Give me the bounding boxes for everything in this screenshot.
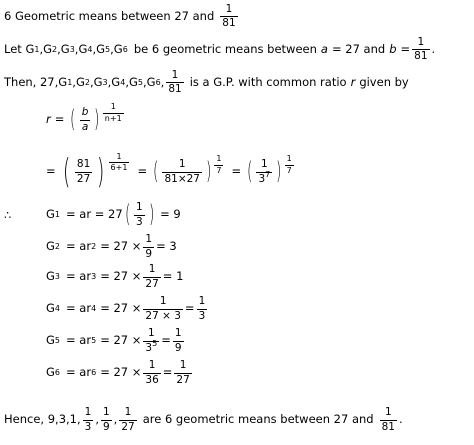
numerator: 1	[147, 327, 155, 340]
conclusion: Hence, 9,3,1, $\frac{1}{3}$ , $\frac{1}{9}$ , $\frac{1}{27}$ are 6 geometric means between 27 and $\frac{1}{81}$ .	[4, 406, 403, 433]
numerator: 1	[286, 154, 292, 164]
numerator: 1	[225, 3, 233, 15]
equals: =	[184, 301, 195, 316]
numerator: 1	[136, 201, 143, 214]
text: = 27 ×	[100, 301, 142, 316]
numerator: 1	[171, 69, 179, 81]
fraction	[143, 234, 154, 259]
variable: a	[320, 41, 328, 56]
fraction	[162, 159, 202, 184]
denominator: 3	[198, 309, 206, 322]
denominator: 27	[176, 373, 190, 386]
term-g2: G 2 = ar 2 = 27 × $\frac{1}{9}$ = 3	[46, 233, 177, 260]
term-g5: G 5 = ar 5 = 27 × $\frac{1}{3^5}$ = $\frac{1}{9}$	[46, 327, 182, 354]
result: = 3	[156, 239, 177, 254]
exponent	[103, 103, 124, 123]
variable: b	[389, 41, 397, 56]
variable: G	[46, 333, 55, 348]
denominator	[143, 338, 159, 354]
text: = ar = 27	[66, 207, 123, 222]
numerator: 1	[148, 263, 156, 276]
exponent	[285, 155, 294, 175]
denominator: 9	[174, 341, 182, 354]
parenthesized-expression: ( $\frac{81}{27}$ ) $\frac{1}{6+1}$	[62, 151, 128, 192]
ratio-formula	[46, 99, 474, 141]
fraction	[143, 360, 160, 385]
fraction	[143, 264, 160, 289]
power: 7	[265, 169, 271, 179]
base: 3	[145, 341, 153, 354]
fraction	[143, 296, 183, 321]
equals: =	[54, 112, 65, 127]
parenthesized-expression: ( $\frac{b}{a}$ ) $\frac{1}{n+1}$	[70, 102, 122, 134]
equals: =	[137, 164, 148, 179]
text: = ar	[66, 239, 92, 254]
fraction	[412, 37, 429, 62]
parenthesized-expression: ( $\frac{1}{81\times 27}$ ) $\frac{1}{7}$	[153, 154, 222, 186]
denominator: 7	[286, 165, 292, 175]
equals: =	[161, 333, 171, 348]
power: 5	[152, 338, 158, 348]
text: Hence, 9,3,1,	[4, 412, 81, 427]
ratio-evaluation	[46, 147, 474, 197]
text: = ar	[66, 333, 92, 348]
numerator: 1	[384, 406, 392, 419]
denominator: 81	[222, 17, 236, 30]
variable: r	[46, 112, 51, 127]
fraction	[134, 202, 145, 227]
equals: =	[231, 164, 242, 179]
denominator: 36	[145, 373, 159, 386]
term-g1: G 1 = ar = 27 ( $\frac{1}{3}$ ) = 9	[46, 200, 181, 229]
numerator: 1	[216, 154, 222, 164]
fraction	[80, 107, 91, 132]
denominator: n+1	[104, 113, 122, 123]
variable: G	[46, 269, 55, 284]
denominator: 81	[168, 83, 182, 96]
denominator: 9	[145, 247, 153, 260]
numerator: 1	[261, 158, 268, 171]
fraction	[380, 407, 397, 432]
problem-text: 6 Geometric means between 27 and	[4, 8, 215, 23]
fraction	[174, 360, 191, 385]
numerator: 1	[102, 406, 110, 419]
term-g3: G 3 = ar 3 = 27 × $\frac{1}{27}$ = 1	[46, 263, 184, 290]
text: is a G.P. with common ratio	[189, 74, 347, 89]
denominator: 3	[84, 420, 92, 433]
let-statement: Let G 1 , G 2 , G 3 , G 4 , G 5 , G 6 be 6 geometric means between a = 27 and b = $\frac{1}{81}$ .	[4, 36, 436, 63]
numerator: 1	[116, 151, 122, 161]
numerator: 1	[198, 295, 206, 308]
text: =	[400, 41, 411, 56]
fraction	[119, 407, 136, 432]
text: are 6 geometric means between 27 and	[142, 412, 374, 427]
text: = ar	[66, 301, 92, 316]
parenthesized-expression: ( $\frac{1}{3}$ )	[124, 200, 154, 229]
symbol: ∴	[4, 208, 12, 222]
text: = 27 ×	[100, 333, 142, 348]
numerator: 1	[110, 102, 116, 112]
text: = 27 ×	[100, 365, 142, 380]
numerator: 1	[417, 36, 425, 48]
numerator: 1	[148, 359, 156, 372]
problem-statement	[4, 4, 474, 29]
base: 3	[258, 172, 266, 185]
numerator: 1	[178, 158, 186, 171]
denominator: 27	[76, 172, 91, 185]
fraction	[75, 159, 92, 184]
fraction	[83, 407, 94, 432]
text: Let G	[4, 41, 35, 56]
numerator: 1	[179, 359, 187, 372]
variable: G	[46, 207, 55, 222]
denominator: 3	[136, 215, 143, 228]
text: = ar	[66, 269, 92, 284]
text: = ar	[66, 365, 92, 380]
denominator: 9	[102, 420, 110, 433]
numerator: 1	[145, 233, 153, 246]
denominator: 81	[381, 420, 395, 433]
term-g4: G 4 = ar 4 = 27 × $\frac{1}{27 \times 3}$ = $\frac{1}{3}$	[46, 295, 206, 322]
denominator: 7	[216, 165, 222, 175]
parenthesized-expression: ( $\frac{1}{3^7}$ ) $\frac{1}{7}$	[247, 154, 292, 186]
fraction	[197, 296, 208, 321]
result: = 1	[162, 269, 184, 284]
then-statement: Then, 27,G 1 , G 2 , G 3 , G 4 , G 5 , G 6 , $\frac{1}{81}$ is a G.P. with common ratio r given by	[4, 69, 409, 96]
text: be 6 geometric means between	[133, 41, 317, 56]
fraction	[173, 328, 184, 353]
equals: =	[46, 164, 56, 179]
denominator: 81×27	[164, 172, 200, 185]
denominator: 6+1	[110, 163, 128, 173]
denominator: a	[81, 120, 89, 133]
denominator: 27	[145, 277, 159, 290]
term-g6: G 6 = ar 6 = 27 × $\frac{1}{36}$ = $\frac{1}{27}$	[46, 359, 190, 386]
result: = 9	[160, 207, 181, 222]
fraction	[256, 159, 272, 184]
text: = 27 ×	[100, 269, 142, 284]
text: Then, 27,G	[4, 74, 68, 89]
numerator: 1	[84, 406, 92, 419]
text: = 27 ×	[100, 239, 142, 254]
denominator	[256, 169, 272, 185]
fraction	[101, 407, 112, 432]
numerator: 1	[159, 295, 167, 308]
numerator: 1	[174, 327, 182, 340]
variable: G	[46, 239, 55, 254]
text: given by	[359, 74, 409, 89]
variable: G	[46, 301, 55, 316]
equals: =	[162, 365, 173, 380]
numerator: 1	[124, 406, 132, 419]
numerator: b	[81, 106, 89, 119]
exponent	[214, 155, 223, 175]
text: = 27 and	[331, 41, 386, 56]
exponent	[109, 153, 130, 173]
denominator: 81	[414, 50, 428, 63]
fraction	[220, 4, 237, 29]
denominator: 27 × 3	[145, 309, 181, 322]
fraction	[143, 328, 159, 353]
variable: r	[350, 74, 356, 89]
denominator: 27	[121, 420, 135, 433]
fraction	[166, 70, 183, 95]
variable: G	[46, 365, 55, 380]
numerator: 81	[76, 158, 91, 171]
